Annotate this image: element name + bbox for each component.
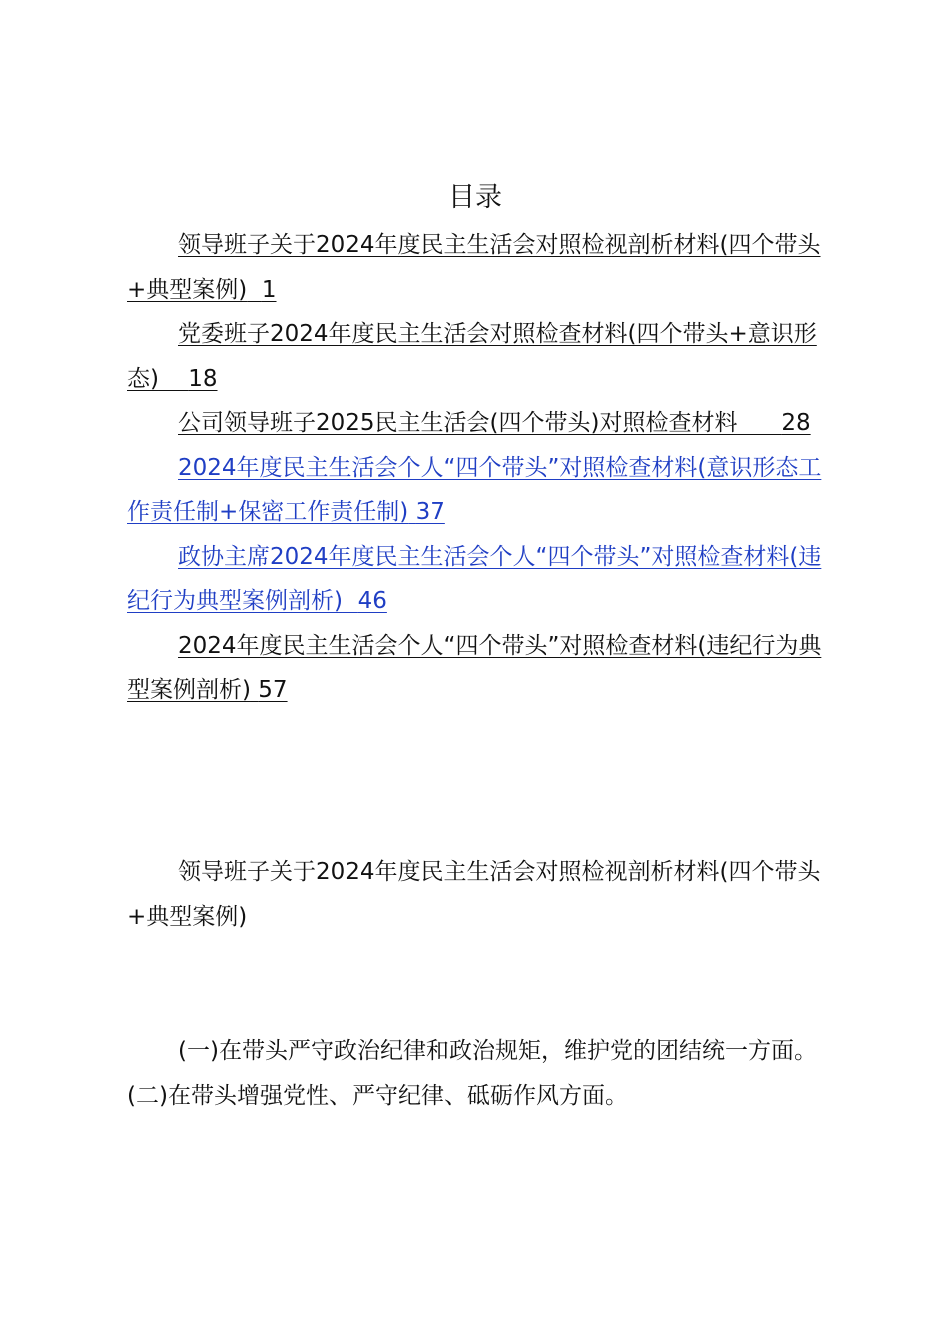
toc-entry-3[interactable] <box>127 401 827 446</box>
toc-entry-2[interactable] <box>127 312 827 401</box>
toc-entry-page: 18 <box>188 365 218 392</box>
toc-entry-text: 政协主席2024年度民主生活会个人“四个带头”对照检查材料(违纪行为典型案例剖析) <box>127 543 822 614</box>
toc-entry-text: 党委班子2024年度民主生活会对照检查材料(四个带头+意识形态) <box>127 321 817 392</box>
toc-entry-page: 46 <box>357 588 387 614</box>
toc-entry-4[interactable] <box>127 446 827 535</box>
body-paragraph: (一)在带头严守政治纪律和政治规矩，维护党的团结统一方面。(二)在带头增强党性、严守纪律、砥砺作风方面。 <box>127 1038 817 1109</box>
toc-entry-6[interactable] <box>127 624 827 713</box>
toc-entry-1[interactable] <box>127 223 827 312</box>
toc-entry-page: 28 <box>781 410 811 436</box>
toc-entry-text: 2024年度民主生活会个人“四个带头”对照检查材料(意识形态工作责任制+保密工作责任制) <box>127 454 822 525</box>
section-heading: 领导班子关于2024年度民主生活会对照检视剖析材料(四个带头+典型案例) <box>127 859 821 930</box>
table-of-contents <box>127 223 827 713</box>
toc-entry-text: 2024年度民主生活会个人“四个带头”对照检查材料(违纪行为典型案例剖析) <box>127 632 822 703</box>
toc-entry-text: 领导班子关于2024年度民主生活会对照检视剖析材料(四个带头+典型案例) <box>127 232 821 303</box>
toc-entry-page: 37 <box>415 499 445 525</box>
toc-entry-page: 1 <box>261 276 277 303</box>
toc-title: 目录 <box>448 182 502 213</box>
toc-entry-text: 公司领导班子2025民主生活会(四个带头)对照检查材料 <box>178 410 738 436</box>
toc-entry-5[interactable] <box>127 535 827 624</box>
toc-entry-page: 57 <box>258 677 288 703</box>
